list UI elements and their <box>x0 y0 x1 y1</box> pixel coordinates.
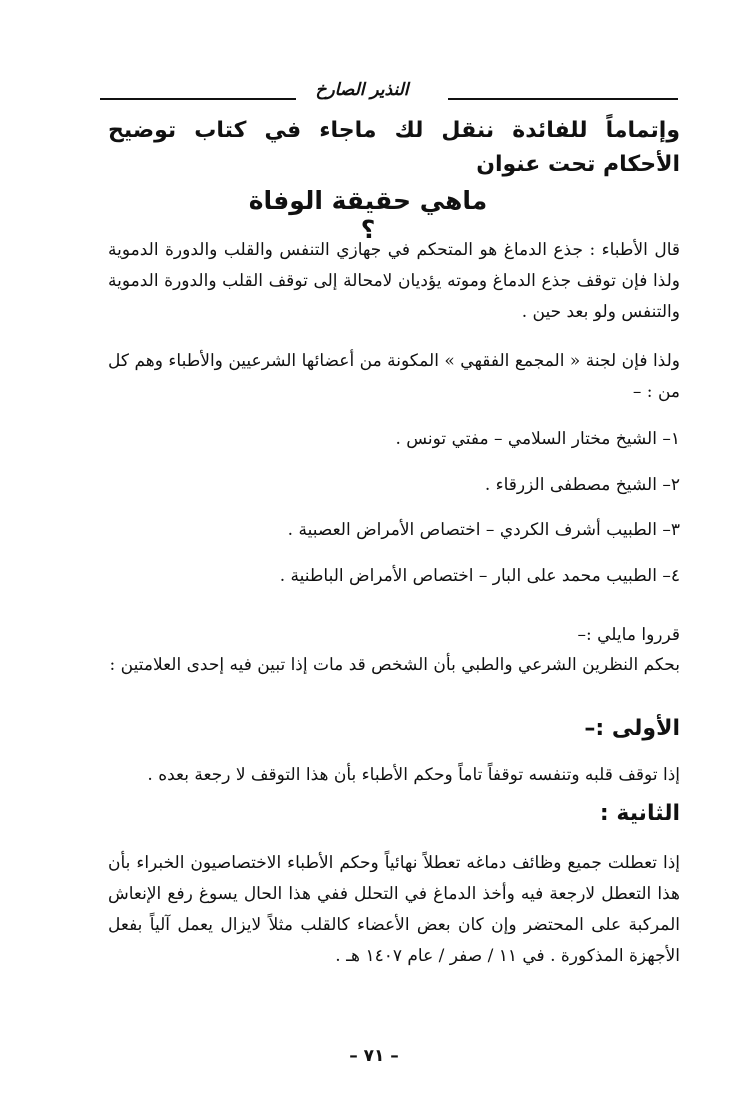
list-item: ١– الشيخ مختار السلامي – مفتي تونس . <box>395 429 680 449</box>
section-title: ماهي حقيقة الوفاة ؟ <box>248 186 488 244</box>
paragraph-first-sign: إذا توقف قلبه وتنفسه توقفاً تاماً وحكم الأطباء بأن هذا التوقف لا رجعة بعده . <box>147 765 680 785</box>
list-item: ٣– الطبيب أشرف الكردي – اختصاص الأمراض العصبية . <box>287 520 680 540</box>
list-item: ٢– الشيخ مصطفى الزرقاء . <box>484 475 680 495</box>
header-title: النذير الصارخ <box>315 80 409 100</box>
paragraph-ruling: بحكم النظرين الشرعي والطبي بأن الشخص قد مات إذا تبين فيه إحدى العلامتين : <box>109 655 680 675</box>
header-rule-right <box>448 98 678 100</box>
heading-second: الثانية : <box>599 801 680 826</box>
header-rule-left <box>100 98 296 100</box>
paragraph-doctors: قال الأطباء : جذع الدماغ هو المتحكم في جهازي التنفس والقلب والدورة الدموية ولذا فإن توقف جذع الدماغ وموته يؤديان لامحالة إلى توقف القلب والدورة الدموية والتنفس ولو بعد حين . <box>108 240 680 322</box>
running-header <box>100 80 678 104</box>
page-number: – ٧١ – <box>349 1046 399 1066</box>
heading-first: الأولى :– <box>584 716 680 741</box>
list-item: ٤– الطبيب محمد على البار – اختصاص الأمراض الباطنية . <box>279 566 680 586</box>
paragraph-second-sign: إذا تعطلت جميع وظائف دماغه تعطلاً نهائياً وحكم الأطباء الاختصاصيون الخبراء بأن هذا التعطل لارجعة فيه وأخذ الدماغ في التحلل ففي هذا الحال يسوغ رفع الإنعاش المركبة على المحتضر وإن كان بعض الأعضاء كالقلب مثلاً لايزال يعمل آلياً بفعل الأجهزة المذكورة . في ١١ / صفر / عام ١٤٠٧ هـ . <box>108 853 680 966</box>
intro-text: وإتماماً للفائدة ننقل لك ماجاء في كتاب توضيح الأحكام تحت عنوان <box>108 118 680 177</box>
paragraph-decided: قرروا مايلي :– <box>577 625 680 645</box>
paragraph-committee: ولذا فإن لجنة « المجمع الفقهي » المكونة من أعضائها الشرعيين والأطباء وهم كل من : – <box>108 351 680 402</box>
